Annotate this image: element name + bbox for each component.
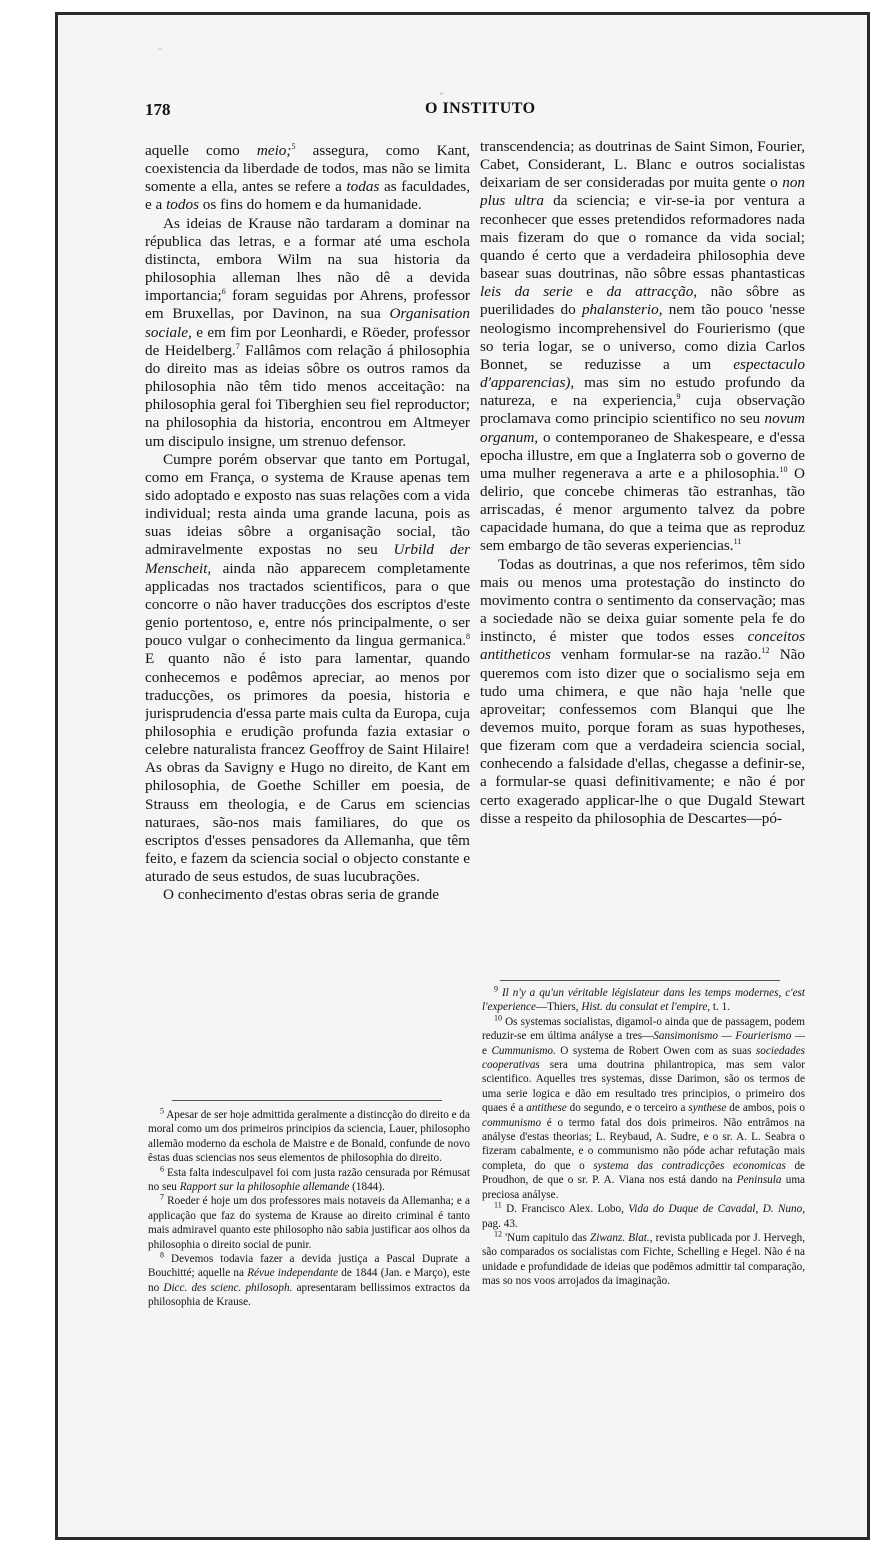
footnote-ref[interactable]: 7 (235, 341, 240, 351)
page-number: 178 (145, 100, 171, 119)
footnote: $^5$ Apesar de ser hoje admittida geralmente a distincção do direito e da moral como um dos primeiros principios da sciencia, Lauer, philosopho allemão moderno da eschola de Maistre e de Bonald, confunde de novo êstas duas sciencias nos seus elementos de philosophia do direito. (148, 1108, 470, 1165)
paragraph: As ideias de Krause não tardaram a dominar na républica das letras, e a formar até uma eschola distincta, embora Wilm na sua historia da philosophia alleman lhes não dê a devida importancia;$^6$ foram seguidas por Ahrens, professor em Bruxellas, por Davinon, na sua Organisation sociale, e em fim por Leonhardi, e Röeder, professor de Heidelberg.$^7$ Fallâmos com relação á philosophia do direito mas as ideias sôbre os outros ramos da philosophia não têm tido menos acceitação: na philosophia geral foi Tiberghien seu fiel reproductor; na philosophia da historia, encontrou em Altmeyer um discipulo insigne, um strenuo defensor. (145, 214, 470, 450)
footnote: $^8$ Devemos todavia fazer a devida justiça a Pascal Duprate a Bouchitté; aquelle na Révue independante de 1844 (Jan. e Março), este no Dicc. des scienc. philosoph. apresentaram bellissimos extractos da philosophia de Krause. (148, 1250, 470, 1309)
footnote: $^{10}$ Os systemas socialistas, digamol-o ainda que de passagem, podem reduzir-se em última anályse a tres—Sansimonismo — Fourierismo — e Cummunismo. O systema de Robert Owen com as suas sociedades cooperativas sera uma doutrina philantropica, mas sem valor scientifico. Aquelles tres systemas, disse Darimon, são os termos de uma serie logica e dão em resultado tres principios, o primeiro dos quaes é a antithese do segundo, e o terceiro a synthese de ambos, pois o communismo é o termo fatal dos dois primeiros. Não entrâmos na análysе d'estas theorias; L. Reybaud, A. Sudre, e o sr. A. L. Seabra o fizeram cabalmente, e o communismo não póde achar refutação mais completa, do que o systema das contradicções economicas de Proudhon, de que o sr. P. A. Viana nos está dando na Peninsula uma preciosa anályse. (482, 1013, 805, 1201)
footnote: $^9$ Il n'y a qu'un véritable législateur dans les temps modernes, c'est l'experience—Thiers, Hist. du consulat et l'empire, t. 1. (482, 986, 805, 1014)
left-column (145, 142, 470, 1092)
left-footnotes (148, 1108, 470, 1408)
footnote-ref[interactable]: 12 (761, 646, 770, 656)
footnote-separator (172, 1100, 442, 1101)
footnote-ref[interactable]: 11 (733, 537, 742, 547)
paragraph: aquelle como meio;$^5$ assegura, como Kant, coexistencia da liberdade de todos, mas não se limita somente a ella, antes se refere a todas as faculdades, e a todos os fins do homem e da humanidade. (145, 142, 470, 214)
footnote: $^{12}$ 'Num capitulo das Ziwanz. Blat., revista publicada por J. Hervegh, são comparados os socialistas com Fichte, Schelling e Hegel. Não é na unidade e profundidade de ideias que podêmos admittir tal comparação, mas so nos voos arrojados da imaginação. (482, 1229, 805, 1288)
footnote-ref[interactable]: 8 (466, 632, 470, 642)
footnote: $^7$ Roeder é hoje um dos professores mais notaveis da Allemanha; e a applicação que faz do systema de Krause ao direito criminal é tanto mais admiravel quanto este philosopho não sabia justificar aos olhos da philosophia o direito social de punir. (148, 1192, 470, 1251)
paragraph: Cumpre porém observar que tanto em Portugal, como em França, o systema de Krause apenas tem sido adoptado e exposto nas suas relações com a vida individual; resta ainda uma grande lacuna, pois as suas ideias sôbre a organisação social, tão admiravelmente expostas no seu Urbild der Menscheit, ainda não apparecem completamente applicadas nos tractados scientificos, para o que concorre o não haver traducções dos escriptos d'este genio portentoso, e, entre nós principalmente, o ser pouco vulgar o conhecimento da lingua germanica.$^8$ E quanto não é isto para lamentar, quando conhecemos e podêmos apreciar, ao menos por traducções, os primores da poesia, historia e jurisprudencia d'essa parte mais culta da Europa, cuja philosophia e erudição profunda fazia extasiar o celebre naturalista francez Geoffroy de Saint Hilaire! As obras da Savigny e Hugo no direito, de Kant em philosophia, de Goethe Schiller em poesia, de Strauss em theologia, e de Carus em sciencias naturaes, são-nos mais familiares, do que os escriptos d'esses pensadores da Allemanha, que têm feito, e fazem da sciencia social o objecto constante e aturado de seus estudos, de suas lucubrações. (145, 450, 470, 886)
running-title: O INSTITUTO (425, 100, 536, 117)
footnote: $^{11}$ D. Francisco Alex. Lobo, Vida do Duque de Cavadal, D. Nuno, pag. 43. (482, 1200, 805, 1230)
page-header (145, 96, 785, 126)
ink-spot (158, 48, 162, 50)
ink-spot (440, 92, 443, 95)
paragraph: O conhecimento d'estas obras seria de grande (163, 886, 440, 904)
paragraph: transcendencia; as doutrinas de Saint Simon, Fourier, Cabet, Considerant, L. Blanc e outros socialistas deixariam de ser consideradas por muita gente o non plus ultra da sciencia; e vir-se-ia por ventura a reconhecer que esses pretendidos reformadores nada mais fizeram do que o romance da vida social; quando é certo que a verdadeira philosophia deve basear suas doutrinas, não sôbre essas phantasticas leis da serie e da attracção, não sôbre as puerilidades do phalansterio, nem tão pouco 'nesse neologismo incomprehensivel do Fourierismo (que so teria logar, se o universo, como dizia Carlos Bonnet, se reduzisse a um espectaculo d'apparencias), mas sim no estudo profundo da natureza, e na experiencia,$^9$ cuja observação proclamava como principio scientifico no seu novum organum, o contemporaneo de Shakespeare, e d'essa epocha illustre, em que a Inglaterra sob o governo de uma mulher regenerava a arte e a philosophia.$^{10}$ O delirio, que concebe chimeras tão estranhas, tão arriscadas, é menor argumento talvez da pobre capacidade humana, do que a teima que as reproduz sem embargo de tão severas experiencias.$^{11}$ (480, 138, 805, 555)
footnote-ref[interactable]: 10 (779, 464, 788, 474)
footnote-ref[interactable]: 6 (221, 287, 226, 297)
footnote-ref[interactable]: 5 (291, 142, 296, 151)
right-column (480, 138, 805, 993)
right-footnotes (482, 986, 805, 1406)
footnote-separator (500, 980, 780, 981)
footnote-ref[interactable]: 9 (676, 392, 681, 402)
footnote: $^6$ Esta falta indesculpavel foi com justa razão censurada por Rémusat no seu Rapport sur la philosophie allemande (1844). (148, 1163, 470, 1194)
paragraph: Todas as doutrinas, a que nos referimos, têm sido mais ou menos uma protestação do instincto do movimento contra o sentimento da conservação; mas a sociedade não se deixa guiar somente pela fe do instincto, é mister que todos esses conceitos antitheticos venham formular-se na razão.$^{12}$ Não queremos com isto dizer que o socialismo seja em tudo uma chimera, e que não haja 'nelle que aproveitar; confessemos com Blanqui que lhe devemos muito, porque foram as suas hypotheses, que fizeram com que a verdadeira sciencia social, conhecendo a falsidade d'ellas, chegasse a definir-se, a formular-se quasi definitivamente; e não é por certo exagerado applicar-lhe o que Dugald Stewart disse a respeito da philosophia de Descartes—pó- (480, 555, 805, 827)
